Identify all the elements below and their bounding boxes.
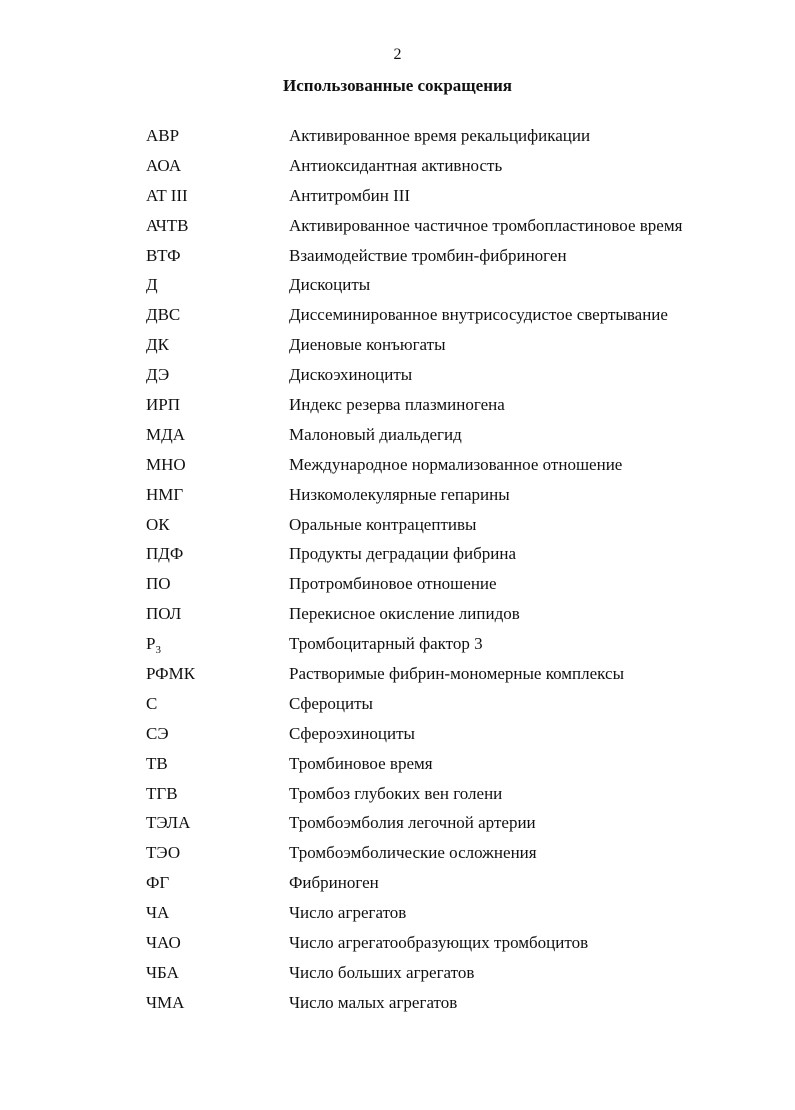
- abbreviation-definition: Малоновый диальдегид: [289, 424, 462, 444]
- abbreviation-term-text: ЧА: [146, 903, 170, 923]
- abbreviation-row: [146, 868, 682, 898]
- abbreviation-term: [146, 993, 289, 1013]
- abbreviation-term-text: ПДФ: [146, 544, 184, 564]
- abbreviation-term: [146, 425, 289, 445]
- abbreviation-definition: Международное нормализованное отношение: [289, 454, 623, 474]
- abbreviation-row: [146, 151, 682, 181]
- abbreviation-term: [146, 275, 289, 295]
- abbreviation-term: [146, 365, 289, 385]
- abbreviation-term-text: АВР: [146, 125, 180, 145]
- abbreviation-term-text: ПО: [146, 574, 171, 594]
- abbreviation-definition: Диссеминированное внутрисосудистое свертывание: [289, 305, 668, 325]
- abbreviation-definition: Число малых агрегатов: [289, 992, 458, 1012]
- abbreviation-term-text: РФМК: [146, 663, 196, 683]
- abbreviation-definition: Продукты деградации фибрина: [289, 544, 517, 564]
- abbreviation-term: [146, 813, 289, 833]
- abbreviation-row: [146, 749, 682, 779]
- abbreviation-definition: Антиоксидантная активность: [289, 155, 503, 175]
- abbreviation-term-text: ТГВ: [146, 783, 178, 803]
- abbreviation-term: [146, 963, 289, 983]
- abbreviation-definition: Тромбоэмболические осложнения: [289, 843, 537, 863]
- abbreviation-row: [146, 300, 682, 330]
- abbreviation-term: [146, 186, 289, 206]
- abbreviation-term-text: ПОЛ: [146, 604, 182, 624]
- page-title: Использованные сокращения: [283, 76, 512, 95]
- abbreviation-term-text: ЧАО: [146, 932, 181, 952]
- abbreviation-term: [146, 335, 289, 355]
- abbreviation-term: [146, 216, 289, 236]
- abbreviation-term-text: ТЭО: [146, 843, 181, 863]
- abbreviation-row: [146, 390, 682, 420]
- abbreviation-definition: Оральные контрацептивы: [289, 514, 477, 534]
- abbreviation-definition: Активированное время рекальцификации: [289, 125, 591, 145]
- abbreviation-definition: Дискоциты: [289, 275, 371, 295]
- abbreviation-row: [146, 241, 682, 271]
- abbreviation-term-text: АЧТВ: [146, 215, 189, 235]
- abbreviation-definition: Число больших агрегатов: [289, 962, 475, 982]
- abbreviation-row: [146, 211, 682, 241]
- abbreviation-term-text: ФГ: [146, 873, 170, 893]
- abbreviation-term-text: ИРП: [146, 394, 181, 414]
- abbreviation-definition: Взаимодействие тромбин-фибриноген: [289, 245, 567, 265]
- abbreviation-term-subscript: 3: [155, 644, 161, 657]
- abbreviation-term-text: С: [146, 693, 158, 713]
- abbreviation-row: [146, 480, 682, 510]
- abbreviation-row: [146, 569, 682, 599]
- abbreviation-row: [146, 808, 682, 838]
- abbreviation-term: [146, 873, 289, 893]
- abbreviation-term: [146, 724, 289, 744]
- abbreviation-row: [146, 928, 682, 958]
- abbreviation-definition: Тромбоэмболия легочной артерии: [289, 813, 536, 833]
- abbreviation-list: [146, 121, 682, 1018]
- abbreviation-row: [146, 838, 682, 868]
- abbreviation-term: [146, 664, 289, 684]
- abbreviation-term: [146, 544, 289, 564]
- abbreviation-term-text: ЧБА: [146, 962, 179, 982]
- abbreviation-definition: Сфероциты: [289, 693, 373, 713]
- abbreviation-term-text: СЭ: [146, 723, 169, 743]
- abbreviation-definition: Тромбоз глубоких вен голени: [289, 783, 503, 803]
- abbreviation-term-text: ОК: [146, 514, 170, 534]
- abbreviation-definition: Сфероэхиноциты: [289, 723, 415, 743]
- abbreviation-definition: Антитромбин III: [289, 185, 411, 205]
- abbreviation-definition: Низкомолекулярные гепарины: [289, 484, 510, 504]
- abbreviation-term: [146, 156, 289, 176]
- abbreviation-definition: Тромбиновое время: [289, 753, 433, 773]
- abbreviation-row: [146, 629, 682, 659]
- abbreviation-definition: Диеновые конъюгаты: [289, 335, 446, 355]
- abbreviation-row: [146, 450, 682, 480]
- abbreviation-term: [146, 604, 289, 624]
- abbreviation-row: [146, 988, 682, 1018]
- page-number: 2: [393, 46, 402, 63]
- abbreviation-term-text: ТВ: [146, 753, 168, 773]
- abbreviation-term-text: AT III: [146, 185, 188, 205]
- abbreviation-definition: Перекисное окисление липидов: [289, 604, 520, 624]
- abbreviation-term: [146, 246, 289, 266]
- abbreviation-term-text: P: [146, 634, 156, 654]
- abbreviation-definition: Число агрегатообразующих тромбоцитов: [289, 932, 589, 952]
- abbreviation-definition: Протромбиновое отношение: [289, 574, 497, 594]
- abbreviation-definition: Растворимые фибрин-мономерные комплексы: [289, 663, 624, 683]
- abbreviation-term: [146, 903, 289, 923]
- abbreviation-term: [146, 634, 289, 657]
- abbreviation-term: [146, 694, 289, 714]
- abbreviation-term: [146, 515, 289, 535]
- abbreviation-definition: Активированное частичное тромбопластиновое время: [289, 215, 683, 235]
- abbreviation-term: [146, 784, 289, 804]
- abbreviation-term-text: НМГ: [146, 484, 184, 504]
- abbreviation-row: [146, 330, 682, 360]
- abbreviation-row: [146, 898, 682, 928]
- abbreviation-row: [146, 599, 682, 629]
- abbreviation-row: [146, 958, 682, 988]
- abbreviation-term: [146, 395, 289, 415]
- abbreviation-row: [146, 779, 682, 809]
- abbreviation-row: [146, 719, 682, 749]
- abbreviation-term: [146, 843, 289, 863]
- abbreviation-row: [146, 510, 682, 540]
- abbreviation-row: [146, 659, 682, 689]
- abbreviation-row: [146, 689, 682, 719]
- abbreviation-term-text: ДВС: [146, 305, 181, 325]
- abbreviation-term-text: МНО: [146, 454, 186, 474]
- abbreviation-term-text: ДК: [146, 335, 169, 355]
- abbreviation-term-text: ЧМА: [146, 992, 185, 1012]
- abbreviation-row: [146, 539, 682, 569]
- abbreviation-definition: Индекс резерва плазминогена: [289, 394, 505, 414]
- abbreviation-term: [146, 126, 289, 146]
- abbreviation-row: [146, 420, 682, 450]
- abbreviation-row: [146, 270, 682, 300]
- abbreviation-term-text: ВТФ: [146, 245, 181, 265]
- abbreviation-definition: Фибриноген: [289, 873, 379, 893]
- abbreviation-term: [146, 574, 289, 594]
- abbreviation-term: [146, 485, 289, 505]
- abbreviation-term-text: АОА: [146, 155, 182, 175]
- abbreviation-term: [146, 754, 289, 774]
- abbreviation-term-text: ТЭЛА: [146, 813, 191, 833]
- abbreviation-term: [146, 455, 289, 475]
- abbreviation-definition: Дискоэхиноциты: [289, 365, 413, 385]
- abbreviation-term-text: Д: [146, 275, 158, 295]
- abbreviation-definition: Число агрегатов: [289, 903, 407, 923]
- abbreviation-row: [146, 360, 682, 390]
- abbreviation-row: [146, 121, 682, 151]
- abbreviation-row: [146, 181, 682, 211]
- abbreviation-term: [146, 933, 289, 953]
- abbreviation-term-text: МДА: [146, 424, 185, 444]
- abbreviation-definition: Тромбоцитарный фактор 3: [289, 634, 483, 654]
- abbreviation-term-text: ДЭ: [146, 365, 170, 385]
- abbreviation-term: [146, 305, 289, 325]
